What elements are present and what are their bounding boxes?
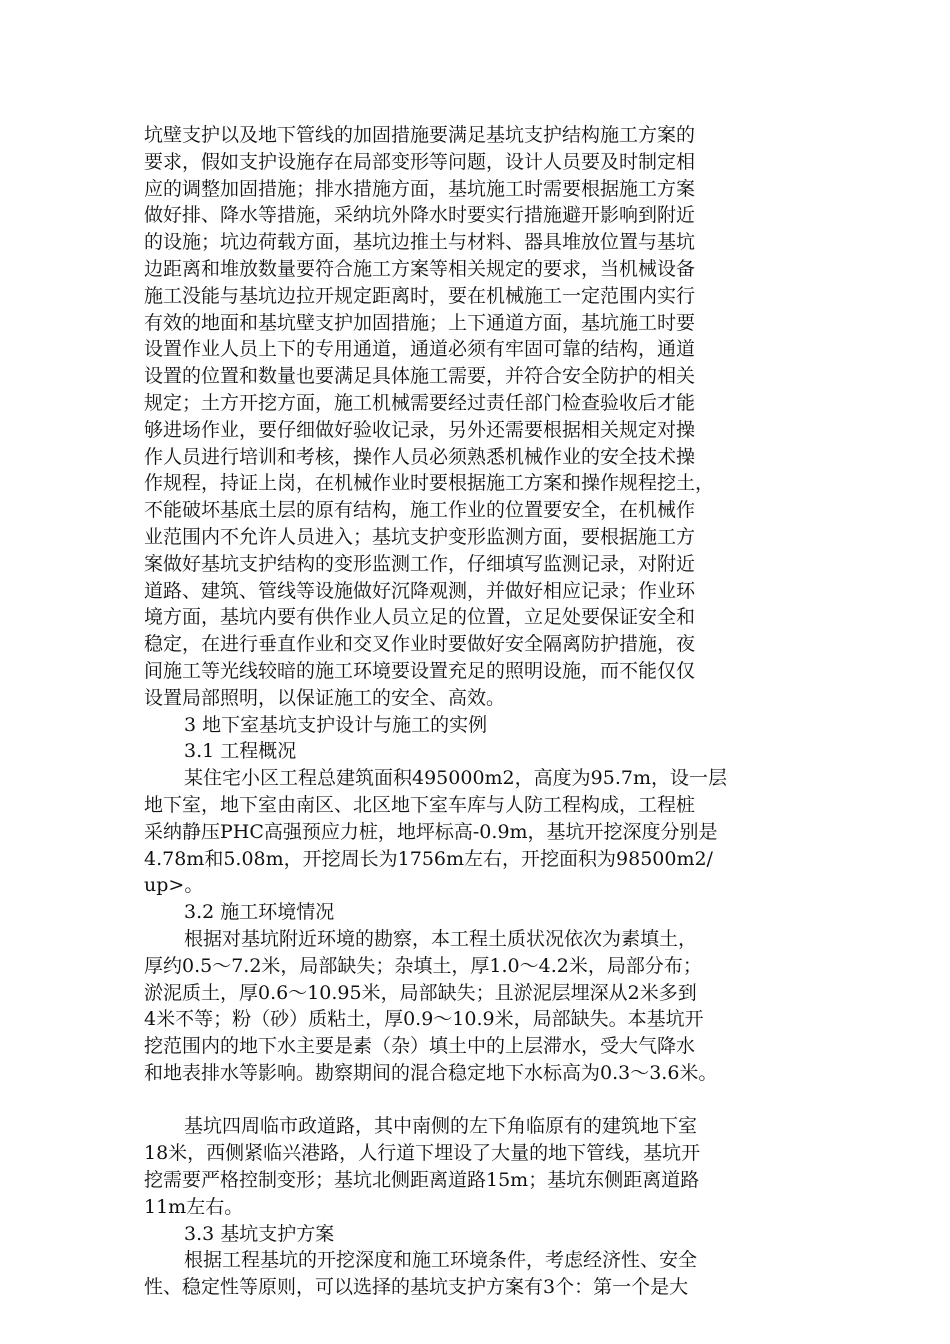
text-line: 和地表排水等影响。勘察期间的混合稳定地下水标高为0.3～3.6米。 <box>144 1061 718 1084</box>
text-line: 4.78m和5.08m，开挖周长为1756m左右，开挖面积为98500m2/ <box>144 847 713 870</box>
document-body <box>144 122 816 1301</box>
text-line: 采纳静压PHC高强预应力桩，地坪标高-0.9m，基坑开挖深度分别是 <box>144 820 718 843</box>
text-line: 某住宅小区工程总建筑面积495000m2，高度为95.7m，设一层 <box>184 767 727 790</box>
text-line: 设置的位置和数量也要满足具体施工需要，并符合安全防护的相关 <box>144 365 696 388</box>
blank-line <box>144 1087 816 1114</box>
text-line: 18米，西侧紧临兴港路，人行道下埋设了大量的地下管线，基坑开 <box>144 1142 701 1165</box>
text-line: 作人员进行培训和考核，操作人员必须熟悉机械作业的安全技术操 <box>144 445 696 468</box>
text-line: 挖范围内的地下水主要是素（杂）填土中的上层滞水，受大气降水 <box>144 1035 696 1058</box>
subsection-heading: 3.2 施工环境情况 <box>184 901 335 924</box>
text-line: 不能破坏基底土层的原有结构，施工作业的位置要安全，在机械作 <box>144 499 696 522</box>
text-line: 应的调整加固措施；排水措施方面，基坑施工时需要根据施工方案 <box>144 177 696 200</box>
text-line: 4米不等；粉（砂）质粘土，厚0.9～10.9米，局部缺失。本基坑开 <box>144 1008 704 1031</box>
text-line: 业范围内不允许人员进入；基坑支护变形监测方面，要根据施工方 <box>144 525 696 548</box>
text-line: 根据工程基坑的开挖深度和施工环境条件，考虑经济性、安全 <box>184 1249 698 1272</box>
subsection-heading: 3.3 基坑支护方案 <box>184 1222 335 1245</box>
text-line: 坑壁支护以及地下管线的加固措施要满足基坑支护结构施工方案的 <box>144 124 696 146</box>
text-line: 施工没能与基坑边拉开规定距离时，要在机械施工一定范围内实行 <box>144 284 696 307</box>
text-line: 案做好基坑支护结构的变形监测工作，仔细填写监测记录，对附近 <box>144 552 696 575</box>
text-line: 设置局部照明，以保证施工的安全、高效。 <box>144 686 506 709</box>
text-line: 性、稳定性等原则，可以选择的基坑支护方案有3个：第一个是大 <box>144 1276 689 1299</box>
section-heading: 3 地下室基坑支护设计与施工的实例 <box>184 713 488 736</box>
text-line: 边距离和堆放数量要符合施工方案等相关规定的要求，当机械设备 <box>144 257 696 280</box>
text-line: 作规程，持证上岗，在机械作业时要根据施工方案和操作规程挖土， <box>144 472 715 495</box>
text-line: 挖需要严格控制变形；基坑北侧距离道路15m；基坑东侧距离道路 <box>144 1169 700 1192</box>
text-line: 境方面，基坑内要有供作业人员立足的位置，立足处要保证安全和 <box>144 606 696 629</box>
text-line: up>。 <box>144 874 204 897</box>
text-line: 根据对基坑附近环境的勘察，本工程土质状况依次为素填土， <box>184 927 698 950</box>
text-line: 有效的地面和基坑壁支护加固措施；上下通道方面，基坑施工时要 <box>144 311 696 334</box>
text-line: 够进场作业，要仔细做好验收记录，另外还需要根据相关规定对操 <box>144 418 696 441</box>
text-line: 基坑四周临市政道路，其中南侧的左下角临原有的建筑地下室 <box>184 1115 698 1138</box>
text-line: 淤泥质土，厚0.6～10.95米，局部缺失；且淤泥层埋深从2米多到 <box>144 981 697 1004</box>
text-line: 的设施；坑边荷载方面，基坑边推土与材料、器具堆放位置与基坑 <box>144 231 696 254</box>
text-line: 稳定，在进行垂直作业和交叉作业时要做好安全隔离防护措施，夜 <box>144 633 696 656</box>
text-line: 厚约0.5～7.2米，局部缺失；杂填土，厚1.0～4.2米，局部分布； <box>144 954 702 977</box>
text-line: 要求，假如支护设施存在局部变形等问题，设计人员要及时制定相 <box>144 150 696 173</box>
text-line: 间施工等光线较暗的施工环境要设置充足的照明设施，而不能仅仅 <box>144 659 696 682</box>
text-line: 地下室，地下室由南区、北区地下室车库与人防工程构成，工程桩 <box>144 793 696 816</box>
text-line: 规定；土方开挖方面，施工机械需要经过责任部门检查验收后才能 <box>144 391 696 414</box>
text-line: 道路、建筑、管线等设施做好沉降观测，并做好相应记录；作业环 <box>144 579 696 602</box>
text-line: 设置作业人员上下的专用通道，通道必须有牢固可靠的结构，通道 <box>144 338 696 361</box>
subsection-heading: 3.1 工程概况 <box>184 740 297 763</box>
text-line: 做好排、降水等措施，采纳坑外降水时要实行措施避开影响到附近 <box>144 204 696 227</box>
text-line: 11m左右。 <box>144 1195 244 1218</box>
